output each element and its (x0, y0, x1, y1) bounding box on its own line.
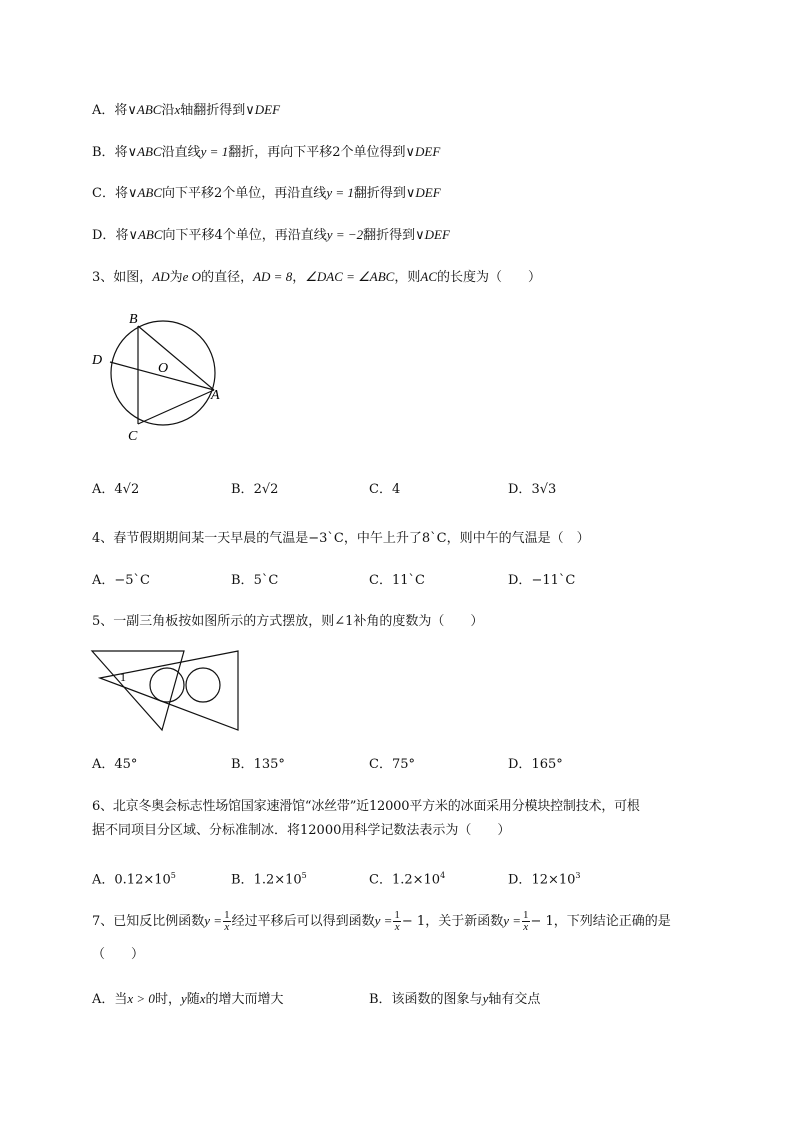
angle-1-label: 1 (120, 670, 126, 684)
q4-option-d: D．−11`C (508, 573, 576, 588)
q7-stem: 7、已知反比例函数y = $\frac{1}{x}$ 经过平移后可以得到函数y = $\frac{1}{x}$ − 1，关于新函数y = $\frac{1}{x}$ − 1，下列结论正确的是 (92, 909, 671, 933)
q4-option-a: A．−5`C (92, 573, 151, 588)
fraction-1-over-x: $\frac{1}{x}$ (394, 909, 400, 933)
q5-option-c: C．75° (369, 757, 415, 772)
label-d: D (92, 353, 103, 368)
circle-right (186, 668, 220, 702)
q5-stem: 5、一副三角板按如图所示的方式摆放，则∠1补角的度数为（ ） (92, 614, 484, 629)
triangle-30-60 (92, 651, 184, 730)
fraction-1-over-x: $\frac{1}{x}$ (224, 909, 230, 933)
q4-option-b: B．5`C (231, 573, 279, 588)
q3-option-a: A．4√2 (92, 482, 140, 497)
q3-option-d: D．3√3 (508, 482, 557, 497)
q2-option-c: C．将∨ABC向下平移2个单位，再沿直线y = 1翻折得到∨DEF (92, 185, 441, 201)
q6-option-c: C．$1.2\times 10^4$ (369, 871, 446, 888)
label-b: B (129, 312, 138, 327)
q4-stem: 4、春节假期期间某一天早晨的气温是−3`C，中午上升了8`C，则中午的气温是（ ） (92, 531, 590, 546)
label-o: O (158, 361, 169, 376)
q2-option-b: B．将∨ABC沿直线y = 1翻折，再向下平移2个单位得到∨DEF (92, 144, 441, 160)
q3-circle-figure (88, 310, 228, 446)
q2-option-a: A．将∨ABC沿x轴翻折得到∨DEF (92, 102, 281, 118)
q5-triangle-figure (90, 648, 242, 734)
q5-option-b: B．135° (231, 757, 285, 772)
q7-option-a: A．当x > 0时，y随x的增大而增大 (92, 991, 284, 1007)
q6-stem-line2: 据不同项目分区域、分标准制冰．将12000用科学记数法表示为（ ） (92, 823, 511, 838)
q6-stem-line1: 6、北京冬奥会标志性场馆国家速滑馆“冰丝带”近12000平方米的冰面采用分模块控制技术，可根 (92, 799, 640, 814)
q2-option-d: D．将∨ABC向下平移4个单位，再沿直线y = −2翻折得到∨DEF (92, 227, 450, 243)
q5-option-a: A．45° (92, 757, 138, 772)
label-c: C (128, 429, 138, 444)
q3-option-c: C．4 (369, 482, 401, 497)
q3-stem: 3、如图，AD为e O的直径，AD = 8，∠DAC = ∠ABC，则AC的长度为（ ） (92, 269, 542, 285)
q6-option-d: D．$12\times 10^3$ (508, 871, 581, 888)
q4-option-c: C．11`C (369, 573, 425, 588)
circle-left (150, 668, 184, 702)
q6-option-b: B．$1.2\times 10^5$ (231, 871, 307, 888)
q7-stem-line2: （ ） (92, 947, 145, 962)
q6-option-a: A．$0.12\times 10^5$ (92, 871, 176, 888)
triangle-45 (100, 651, 238, 730)
label-a: A (211, 388, 220, 403)
fraction-1-over-x: $\frac{1}{x}$ (523, 909, 529, 933)
segment-ba (138, 326, 214, 390)
q5-option-d: D．165° (508, 757, 563, 772)
q3-option-b: B．2√2 (231, 482, 279, 497)
q7-option-b: B．该函数的图象与y轴有交点 (369, 991, 541, 1007)
